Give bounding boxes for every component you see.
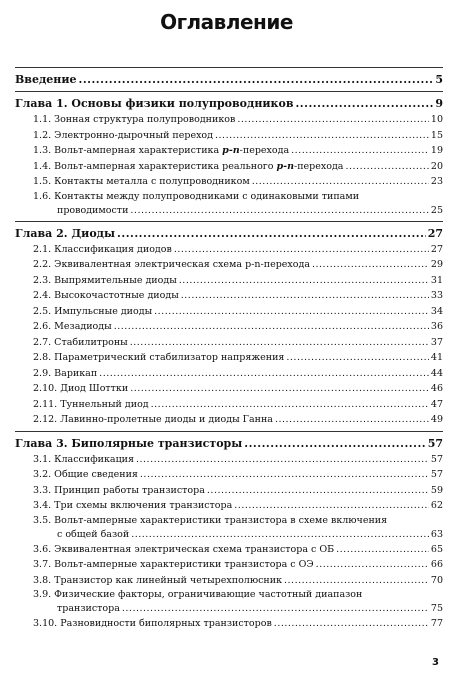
toc-text: Вольт-амперная характеристика xyxy=(54,145,223,156)
leader-dots xyxy=(130,335,429,351)
toc-text: Мезадиоды xyxy=(54,321,112,332)
toc-num: 2.6. xyxy=(33,321,52,332)
toc-item[interactable] xyxy=(15,483,443,499)
toc-page: 10 xyxy=(430,114,443,125)
leader-dots xyxy=(130,381,429,397)
toc-item[interactable] xyxy=(15,273,443,289)
toc-num: 1.2. xyxy=(33,129,52,141)
toc-text: Общие сведения xyxy=(54,469,138,480)
toc-num: 3.6. xyxy=(33,543,52,555)
toc-text: Зонная структура полупроводников xyxy=(54,114,236,125)
toc-label: Глава 2. Диоды xyxy=(15,226,116,240)
toc-item[interactable] xyxy=(15,573,443,589)
toc-page: 75 xyxy=(430,603,443,614)
toc-num: 1.1. xyxy=(33,114,52,125)
leader-dots xyxy=(234,498,429,514)
toc-text: Разновидности биполярных транзисторов xyxy=(60,618,272,629)
toc-page: 46 xyxy=(430,383,443,394)
toc-pn: p-n xyxy=(222,145,240,156)
toc-num: 2.1. xyxy=(33,243,52,255)
divider xyxy=(15,67,443,68)
toc-item[interactable] xyxy=(15,514,443,542)
toc-item[interactable] xyxy=(15,366,443,382)
toc-page: 57 xyxy=(430,469,443,480)
toc-page: 25 xyxy=(430,204,443,216)
leader-dots xyxy=(316,557,429,573)
toc-num: 2.7. xyxy=(33,336,52,348)
toc-num: 3.1. xyxy=(33,453,52,465)
leader-dots xyxy=(345,159,428,175)
toc-page: 66 xyxy=(430,559,443,570)
toc-text-cont: транзистора xyxy=(57,603,120,614)
leader-dots xyxy=(174,242,429,258)
toc-page: 9 xyxy=(435,97,443,110)
leader-dots xyxy=(179,273,429,289)
leader-dots xyxy=(114,319,429,335)
toc-num: 2.4. xyxy=(33,290,52,301)
toc-text-cont: с общей базой xyxy=(57,528,130,540)
toc-page: 20 xyxy=(430,160,443,172)
toc-text: Электронно-дырочный переход xyxy=(54,129,214,141)
toc-item[interactable] xyxy=(15,557,443,573)
toc-text: Вольт-амперная характеристика реального xyxy=(54,160,277,172)
toc-page: 47 xyxy=(430,398,443,410)
toc-text: Высокочастотные диоды xyxy=(54,290,179,301)
toc-page: 41 xyxy=(430,352,443,363)
toc-item[interactable] xyxy=(15,288,443,304)
toc-item[interactable] xyxy=(15,397,443,413)
toc-page: 63 xyxy=(430,528,443,540)
toc-item[interactable] xyxy=(15,498,443,514)
toc-page: 27 xyxy=(427,226,443,240)
toc-item[interactable] xyxy=(15,159,443,175)
leader-dots xyxy=(136,452,429,468)
leader-dots xyxy=(252,174,429,190)
toc-page: 59 xyxy=(430,484,443,496)
leader-dots xyxy=(117,226,426,242)
toc-label: Глава 1. Основы физики полупроводников xyxy=(15,97,294,110)
toc-item[interactable] xyxy=(15,112,443,128)
leader-dots xyxy=(295,96,433,112)
toc-num: 3.7. xyxy=(33,559,52,570)
toc-text: Выпрямительные диоды xyxy=(54,274,177,286)
leader-dots xyxy=(154,304,429,320)
toc-text: Туннельный диод xyxy=(60,398,149,410)
leader-dots xyxy=(286,350,429,366)
toc-item[interactable] xyxy=(15,257,443,273)
toc-item[interactable] xyxy=(15,588,443,616)
toc-item[interactable] xyxy=(15,616,443,632)
toc-item[interactable] xyxy=(15,467,443,483)
toc-page: 23 xyxy=(430,176,443,187)
toc-text: Параметрический стабилизатор напряжения xyxy=(54,352,285,363)
toc-text: Лавинно-пролетные диоды и диоды Ганна xyxy=(60,414,273,425)
toc-num: 2.8. xyxy=(33,352,52,363)
toc-item[interactable] xyxy=(15,335,443,351)
toc-item[interactable] xyxy=(15,174,443,190)
toc-num: 2.11. xyxy=(33,398,58,410)
toc-item[interactable] xyxy=(15,350,443,366)
toc-num: 2.9. xyxy=(33,367,52,379)
toc-page: 33 xyxy=(430,290,443,301)
toc-num: 2.3. xyxy=(33,274,52,286)
leader-dots xyxy=(99,366,429,382)
page-title: Оглавление xyxy=(160,10,293,34)
toc-page: 57 xyxy=(430,453,443,465)
toc-text: Эквивалентная электрическая схема транзистора с ОБ xyxy=(54,543,335,555)
leader-dots xyxy=(291,143,429,159)
toc-intro[interactable] xyxy=(15,72,443,88)
toc-text: Транзистор как линейный четырехполюсник xyxy=(54,574,283,586)
toc-item[interactable] xyxy=(15,143,443,159)
toc-num: 3.8. xyxy=(33,574,52,586)
leader-dots xyxy=(274,616,429,632)
toc-num: 2.2. xyxy=(33,259,52,270)
toc-text: Контакты металла с полупроводником xyxy=(54,176,250,187)
toc-num: 1.5. xyxy=(33,176,52,187)
toc-text: Физические факторы, ограничивающие частотный диапазон xyxy=(54,589,363,600)
toc-page: 36 xyxy=(430,321,443,332)
toc-page: 62 xyxy=(430,500,443,511)
toc-chapter-1[interactable] xyxy=(15,96,443,112)
toc-text: Варикап xyxy=(54,367,98,379)
toc-num: 2.12. xyxy=(33,414,58,425)
leader-dots xyxy=(181,288,429,304)
toc-text-suffix: -перехода xyxy=(294,160,344,172)
leader-dots xyxy=(244,436,425,452)
toc-chapter-2[interactable] xyxy=(15,226,443,242)
toc-text: Классификация диодов xyxy=(54,243,172,255)
toc-page: 19 xyxy=(430,145,443,156)
toc-page: 29 xyxy=(430,259,443,270)
toc-num: 3.3. xyxy=(33,484,52,496)
toc-text: Стабилитроны xyxy=(54,336,128,348)
toc-text: Принцип работы транзистора xyxy=(54,484,205,496)
leader-dots xyxy=(78,72,433,88)
divider xyxy=(15,91,443,92)
toc-item[interactable] xyxy=(15,319,443,335)
toc-chapter-3[interactable] xyxy=(15,436,443,452)
toc-item[interactable] xyxy=(15,190,443,218)
toc-page: 27 xyxy=(430,243,443,255)
toc-page: 31 xyxy=(430,274,443,286)
toc-page: 65 xyxy=(430,543,443,555)
toc-page: 37 xyxy=(430,336,443,348)
toc-text: Диод Шоттки xyxy=(60,383,129,394)
toc-item[interactable] xyxy=(15,304,443,320)
page-number: 3 xyxy=(432,657,439,668)
toc-text: Вольт-амперные характеристики транзистора с ОЭ xyxy=(54,559,314,570)
leader-dots xyxy=(207,483,429,499)
leader-dots xyxy=(122,602,429,616)
toc-page: 5 xyxy=(435,73,443,86)
toc-item[interactable] xyxy=(15,242,443,258)
leader-dots xyxy=(151,397,429,413)
toc-page: 44 xyxy=(430,367,443,379)
leader-dots xyxy=(312,257,429,273)
toc-text: Импульсные диоды xyxy=(54,305,153,317)
toc-text-cont: проводимости xyxy=(57,204,129,216)
divider xyxy=(15,431,443,432)
toc-item[interactable] xyxy=(15,381,443,397)
toc-text: Вольт-амперные характеристики транзистора в схеме включения xyxy=(54,514,388,526)
leader-dots xyxy=(237,112,429,128)
toc-num: 1.6. xyxy=(33,190,52,202)
leader-dots xyxy=(336,542,429,558)
toc-page: 34 xyxy=(430,305,443,317)
toc-num: 3.4. xyxy=(33,500,52,511)
toc-page: 15 xyxy=(430,129,443,141)
toc-text: Контакты между полупроводниками с одинаковыми типами xyxy=(54,190,360,202)
toc-page: 77 xyxy=(430,618,443,629)
toc-num: 3.9. xyxy=(33,589,52,600)
divider xyxy=(15,221,443,222)
toc-page: 57 xyxy=(427,436,443,450)
toc-page: 49 xyxy=(430,414,443,425)
toc-item[interactable] xyxy=(15,128,443,144)
toc-num: 3.2. xyxy=(33,469,52,480)
leader-dots xyxy=(215,128,429,144)
toc-text: Классификация xyxy=(54,453,134,465)
toc-pn: p-n xyxy=(276,160,295,172)
toc-label: Глава 3. Биполярные транзисторы xyxy=(15,436,243,450)
toc-item[interactable] xyxy=(15,412,443,428)
toc-num: 3.5. xyxy=(33,514,52,526)
leader-dots xyxy=(284,573,429,589)
toc-num: 1.4. xyxy=(33,160,52,172)
toc-item[interactable] xyxy=(15,452,443,468)
toc-num: 2.10. xyxy=(33,383,58,394)
leader-dots xyxy=(275,412,429,428)
toc-num: 2.5. xyxy=(33,305,52,317)
leader-dots xyxy=(131,528,429,542)
table-of-contents xyxy=(15,64,443,632)
toc-text: Эквивалентная электрическая схема p-n-перехода xyxy=(54,259,310,270)
toc-label: Введение xyxy=(15,73,77,86)
toc-num: 3.10. xyxy=(33,618,58,629)
toc-text: Три схемы включения транзистора xyxy=(54,500,233,511)
toc-item[interactable] xyxy=(15,542,443,558)
toc-page: 70 xyxy=(430,574,443,586)
toc-text-suffix: -перехода xyxy=(239,145,290,156)
leader-dots xyxy=(130,204,429,218)
toc-num: 1.3. xyxy=(33,145,52,156)
leader-dots xyxy=(140,467,429,483)
